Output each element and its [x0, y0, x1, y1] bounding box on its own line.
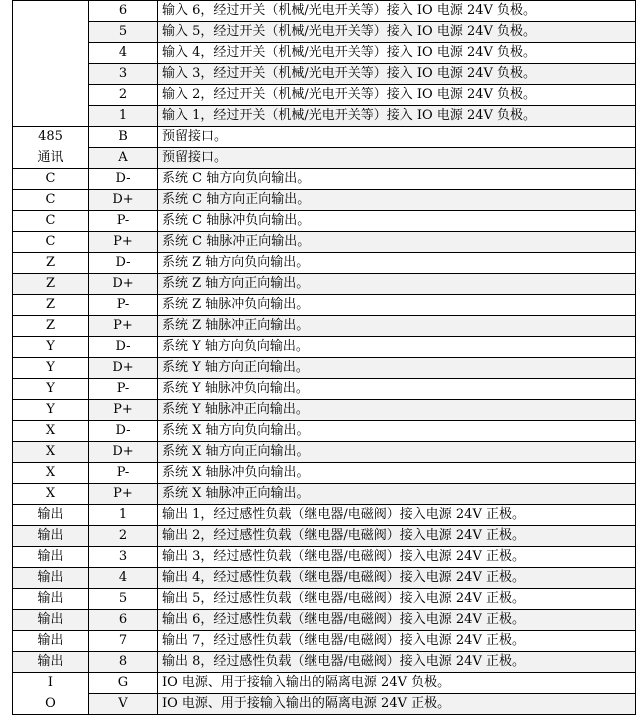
pin-cell: 5	[89, 22, 158, 43]
pin-cell: D-	[89, 253, 158, 274]
input-group-cell	[13, 1, 89, 127]
description-cell: 输入 6，经过开关（机械/光电开关等）接入 IO 电源 24V 负极。	[158, 1, 636, 22]
output-group-cell: 输出	[13, 547, 89, 568]
comm-group-label-top: 485	[13, 127, 89, 148]
axis-group-cell: X	[13, 463, 89, 484]
description-cell: 输入 5，经过开关（机械/光电开关等）接入 IO 电源 24V 负极。	[158, 22, 636, 43]
pin-cell: P+	[89, 484, 158, 505]
table-row	[13, 421, 636, 442]
pin-cell: D-	[89, 169, 158, 190]
output-group-cell: 输出	[13, 505, 89, 526]
pin-cell: P+	[89, 316, 158, 337]
table-row	[13, 22, 636, 43]
description-cell: 输出 5，经过感性负载（继电器/电磁阀）接入电源 24V 正极。	[158, 589, 636, 610]
description-cell: IO 电源、用于接输入输出的隔离电源 24V 负极。	[158, 673, 636, 694]
description-cell: 系统 X 轴方向负向输出。	[158, 421, 636, 442]
table-row	[13, 358, 636, 379]
table-row	[13, 316, 636, 337]
comm-group-label-bottom: 通讯	[13, 148, 89, 169]
pin-cell: 4	[89, 568, 158, 589]
io-group-label-bottom: O	[13, 694, 89, 715]
description-cell: 系统 Y 轴脉冲正向输出。	[158, 400, 636, 421]
table-row	[13, 463, 636, 484]
description-cell: 系统 Z 轴方向负向输出。	[158, 253, 636, 274]
pin-cell: 1	[89, 106, 158, 127]
table-row	[13, 568, 636, 589]
table-row	[13, 106, 636, 127]
axis-group-cell: X	[13, 442, 89, 463]
description-cell: 系统 Z 轴脉冲正向输出。	[158, 316, 636, 337]
table-row	[13, 1, 636, 22]
pin-cell: P+	[89, 232, 158, 253]
output-group-cell: 输出	[13, 568, 89, 589]
pin-cell: 1	[89, 505, 158, 526]
table-row	[13, 43, 636, 64]
table-row	[13, 673, 636, 694]
axis-group-cell: C	[13, 169, 89, 190]
pin-cell: D+	[89, 190, 158, 211]
output-group-cell: 输出	[13, 610, 89, 631]
table-row	[13, 274, 636, 295]
description-cell: 输入 4，经过开关（机械/光电开关等）接入 IO 电源 24V 负极。	[158, 43, 636, 64]
axis-group-cell: C	[13, 190, 89, 211]
table-row	[13, 337, 636, 358]
description-cell: 系统 C 轴方向负向输出。	[158, 169, 636, 190]
table-row	[13, 64, 636, 85]
io-group-label-top: I	[13, 673, 89, 694]
pin-cell: D+	[89, 442, 158, 463]
description-cell: 系统 Z 轴脉冲负向输出。	[158, 295, 636, 316]
pin-cell: D+	[89, 274, 158, 295]
description-cell: IO 电源、用于接输入输出的隔离电源 24V 正极。	[158, 694, 636, 715]
pin-cell: 4	[89, 43, 158, 64]
table-row	[13, 505, 636, 526]
description-cell: 输出 4，经过感性负载（继电器/电磁阀）接入电源 24V 正极。	[158, 568, 636, 589]
description-cell: 输入 1，经过开关（机械/光电开关等）接入 IO 电源 24V 负极。	[158, 106, 636, 127]
table-row	[13, 547, 636, 568]
description-cell: 系统 X 轴脉冲正向输出。	[158, 484, 636, 505]
axis-group-cell: Z	[13, 253, 89, 274]
table-row	[13, 85, 636, 106]
axis-group-cell: Y	[13, 400, 89, 421]
table-row	[13, 190, 636, 211]
output-group-cell: 输出	[13, 589, 89, 610]
description-cell: 输出 3，经过感性负载（继电器/电磁阀）接入电源 24V 正极。	[158, 547, 636, 568]
pin-cell: P-	[89, 295, 158, 316]
pin-cell: V	[89, 694, 158, 715]
output-group-cell: 输出	[13, 652, 89, 673]
axis-group-cell: Z	[13, 316, 89, 337]
description-cell: 系统 Y 轴脉冲负向输出。	[158, 379, 636, 400]
pin-cell: 5	[89, 589, 158, 610]
pin-cell: P-	[89, 379, 158, 400]
axis-group-cell: Y	[13, 379, 89, 400]
pin-cell: 6	[89, 1, 158, 22]
table-row	[13, 127, 636, 148]
pin-cell: 7	[89, 631, 158, 652]
description-cell: 系统 X 轴方向正向输出。	[158, 442, 636, 463]
description-cell: 系统 Y 轴方向负向输出。	[158, 337, 636, 358]
pin-cell: B	[89, 127, 158, 148]
axis-group-cell: C	[13, 232, 89, 253]
pin-cell: P+	[89, 400, 158, 421]
pin-cell: A	[89, 148, 158, 169]
pin-cell: 2	[89, 526, 158, 547]
description-cell: 输入 2，经过开关（机械/光电开关等）接入 IO 电源 24V 负极。	[158, 85, 636, 106]
pin-cell: 8	[89, 652, 158, 673]
table-row	[13, 169, 636, 190]
table-row	[13, 442, 636, 463]
table-row	[13, 400, 636, 421]
pin-definition-table	[12, 0, 636, 715]
table-row	[13, 610, 636, 631]
table-row	[13, 694, 636, 715]
description-cell: 预留接口。	[158, 127, 636, 148]
output-group-cell: 输出	[13, 526, 89, 547]
description-cell: 系统 X 轴脉冲负向输出。	[158, 463, 636, 484]
table-row	[13, 379, 636, 400]
axis-group-cell: Z	[13, 295, 89, 316]
pin-cell: G	[89, 673, 158, 694]
pin-cell: 6	[89, 610, 158, 631]
description-cell: 预留接口。	[158, 148, 636, 169]
pin-cell: P-	[89, 463, 158, 484]
axis-group-cell: Y	[13, 337, 89, 358]
output-group-cell: 输出	[13, 631, 89, 652]
table-row	[13, 253, 636, 274]
description-cell: 输出 6，经过感性负载（继电器/电磁阀）接入电源 24V 正极。	[158, 610, 636, 631]
pin-cell: 3	[89, 64, 158, 85]
description-cell: 系统 C 轴脉冲负向输出。	[158, 211, 636, 232]
pin-cell: 2	[89, 85, 158, 106]
pin-cell: P-	[89, 211, 158, 232]
pin-cell: D-	[89, 421, 158, 442]
description-cell: 系统 C 轴方向正向输出。	[158, 190, 636, 211]
table-row	[13, 484, 636, 505]
axis-group-cell: X	[13, 421, 89, 442]
table-row	[13, 232, 636, 253]
table-row	[13, 295, 636, 316]
description-cell: 系统 Y 轴方向正向输出。	[158, 358, 636, 379]
description-cell: 输出 1，经过感性负载（继电器/电磁阀）接入电源 24V 正极。	[158, 505, 636, 526]
table-row	[13, 589, 636, 610]
description-cell: 输出 2，经过感性负载（继电器/电磁阀）接入电源 24V 正极。	[158, 526, 636, 547]
axis-group-cell: Z	[13, 274, 89, 295]
table-row	[13, 148, 636, 169]
axis-group-cell: Y	[13, 358, 89, 379]
axis-group-cell: X	[13, 484, 89, 505]
table-row	[13, 652, 636, 673]
description-cell: 系统 C 轴脉冲正向输出。	[158, 232, 636, 253]
table-row	[13, 631, 636, 652]
table-row	[13, 526, 636, 547]
description-cell: 输出 7，经过感性负载（继电器/电磁阀）接入电源 24V 正极。	[158, 631, 636, 652]
description-cell: 系统 Z 轴方向正向输出。	[158, 274, 636, 295]
description-cell: 输入 3，经过开关（机械/光电开关等）接入 IO 电源 24V 负极。	[158, 64, 636, 85]
description-cell: 输出 8，经过感性负载（继电器/电磁阀）接入电源 24V 正极。	[158, 652, 636, 673]
axis-group-cell: C	[13, 211, 89, 232]
pin-cell: 3	[89, 547, 158, 568]
pin-cell: D+	[89, 358, 158, 379]
pin-cell: D-	[89, 337, 158, 358]
table-row	[13, 211, 636, 232]
